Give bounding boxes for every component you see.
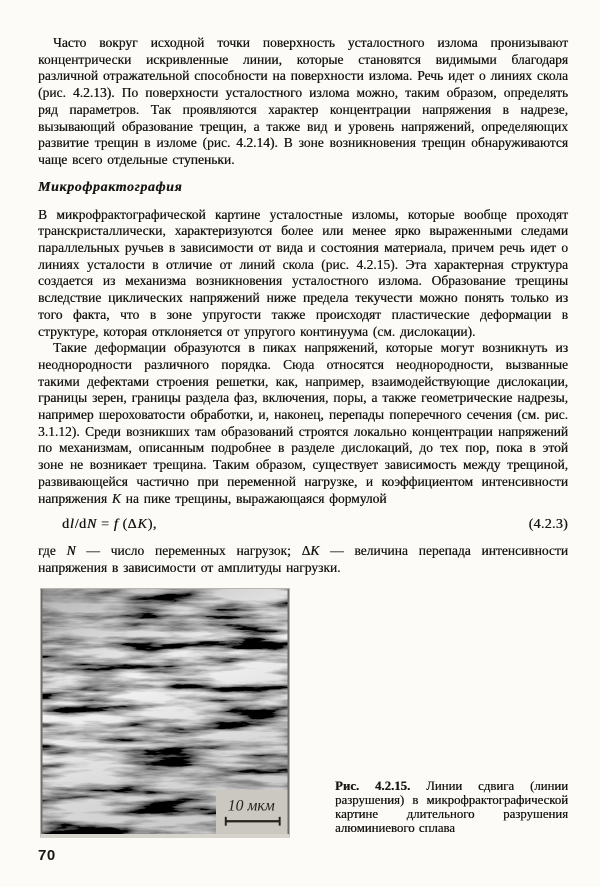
- figure-caption-text: Линии сдвига (линии разрушения) в микрофрактографической картине длительного разрушения алюминиевого сплава: [335, 778, 568, 836]
- scale-bar: [216, 790, 288, 834]
- figure-caption-label: Рис. 4.2.15.: [335, 778, 411, 793]
- paragraph-where-clause: где N — число переменных нагрузок; ΔK — величина перепада интенсивности напряжения в зависимости от амплитуды нагрузки.: [38, 543, 568, 575]
- equation-number: (4.2.3): [528, 517, 568, 533]
- figure-caption: [335, 779, 568, 836]
- equation-row: [38, 517, 568, 533]
- figure-4-2-15: [40, 588, 568, 838]
- paragraph-deformations: Такие деформации образуются в пиках напряжений, которые могут возникнуть из неоднородности различного порядка. Сюда относятся неоднородности, вызванные такими дефектами строения решетки, как, например, взаимодействующие дислокации, границы зерен, границы раздела фаз, включения, поры, а также геометрические надрезы, например шероховатости обработки, и, наконец, перепады поперечного сечения (см. рис. 3.1.12). Среди возникших там образований строятся локально концентрации напряжений по механизмам, описанным подробнее в разделе дислокаций, до тех пор, пока в этой зоне не возникает трещина. Таким образом, существует зависимость между трещиной, развивающейся частично при переменной нагрузке, и коэффициентом интенсивности напряжения K на пике трещины, выражающаяся формулой: [38, 340, 568, 506]
- micrograph-image: [40, 588, 290, 838]
- micrograph-texture: [41, 589, 289, 834]
- paragraph-microfractographic-picture: В микрофрактографической картине усталостные изломы, которые вообще проходят транскристаллически, характеризуются более или менее ярко выраженными следами параллельных ручьев в зависимости от вида и состояния материала, причем речь идет о линиях усталости в отличие от линий скола (рис. 4.2.15). Эта характерная структура создается из механизма возникновения усталостного излома. Образование трещины вследствие циклических напряжений ниже предела текучести можно понять только из того факта, что в зоне упругости также происходят пластические деформации в структуре, которая отклоняется от упругого континуума (см. дислокации).: [38, 206, 568, 339]
- paragraph-fatigue-surface: Часто вокруг исходной точки поверхность усталостного излома пронизывают концентрически искривленные линии, которые становятся видимыми благодаря различной отражательной способности на поверхности излома. Речь идет о линиях скола (рис. 4.2.13). По поверхности усталостного излома можно, таким образом, определять ряд параметров. Так проявляются характер концентрации напряжения в надрезе, вызывающий образование трещин, а также вид и уровень напряжений, определяющих развитие трещин в изломе (рис. 4.2.14). В зоне возникновения трещин обнаруживаются чаще всего отдельные ступеньки.: [38, 35, 568, 167]
- scale-label: 10 мкм: [227, 797, 275, 815]
- section-heading-microfractography: Микрофрактография: [38, 179, 183, 195]
- equation-formula: dl/dN = f (ΔK),: [62, 517, 157, 533]
- page-number: 70: [38, 846, 56, 864]
